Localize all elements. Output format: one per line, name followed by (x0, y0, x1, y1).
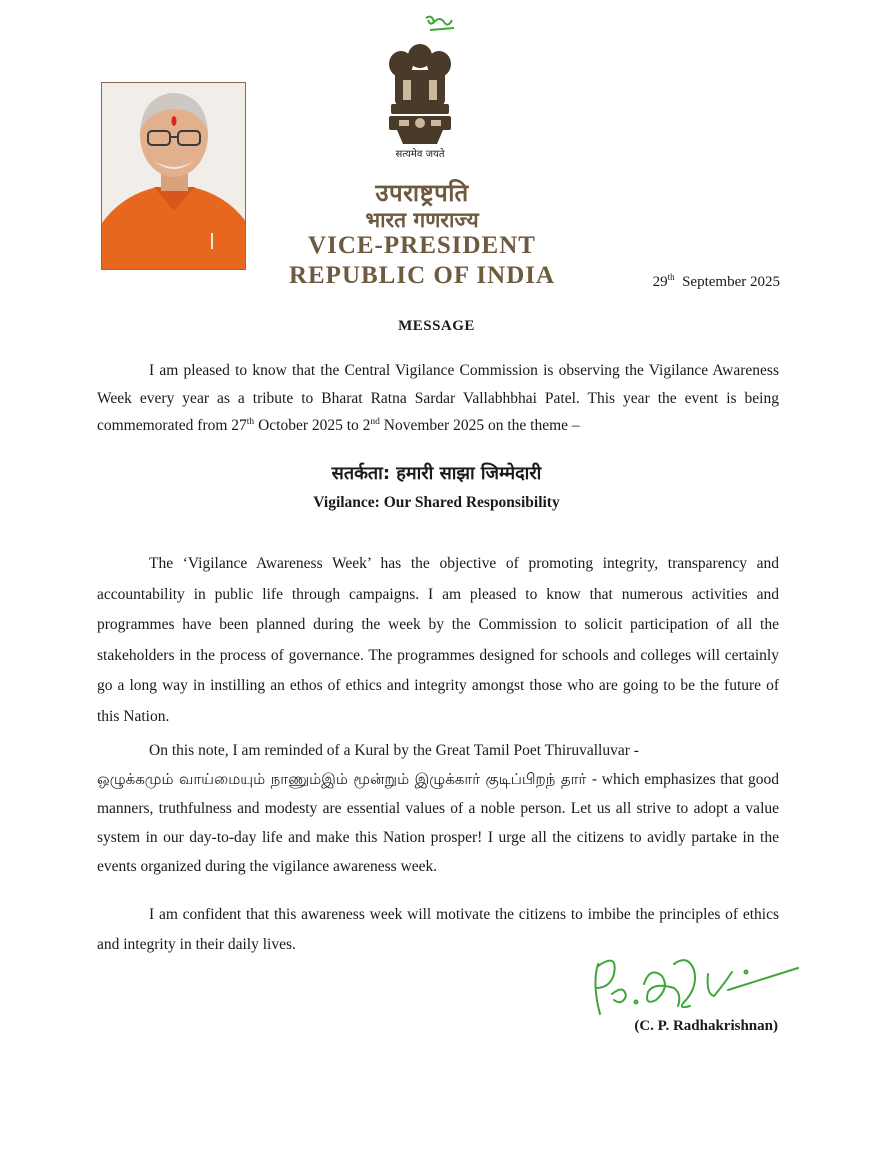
country-name-english: REPUBLIC OF INDIA (288, 262, 556, 289)
letter-date: 29th September 2025 (652, 272, 780, 290)
tamil-kural: ஒழுக்கமும் வாய்மையும் நாணும்இம் மூன்றும் இழுக்கார் குடிப்பிறந் தார் - (97, 770, 598, 788)
vice-president-photo (101, 82, 246, 270)
country-name-hindi: भारत गणराज्य (365, 208, 479, 232)
office-title-english: VICE-PRESIDENT (308, 232, 536, 259)
paragraph-kural: On this note, I am reminded of a Kural by the Great Tamil Poet Thiruvalluvar - ஒழுக்கமும் வாய்மையும் நாணும்இம் மூன்றும் இழுக்கார் குடிப்பிறந் தார் - which emphasizes that good manners, truthfulness and modesty are essential values of a noble person. Let us all strive to adopt a value system in our day-to-day life and make this Nation prosper! I urge all the citizens to avidly partake in the events organized during the vigilance awareness week. (97, 742, 780, 875)
paragraph-intro: I am pleased to know that the Central Vigilance Commission is observing the Vigilance Awareness Week every year as a tribute to Bharat Ratna Sardar Vallabhbhai Patel. This year the event is being commemorated from 27th October 2025 to 2nd November 2025 on the theme – (97, 362, 779, 434)
lion-capital-emblem-icon (381, 40, 459, 146)
message-title: MESSAGE (398, 318, 475, 334)
green-mark-icon (422, 12, 460, 38)
paragraph-objective: The ‘Vigilance Awareness Week’ has the objective of promoting integrity, transparency and accountability in public life through campaigns. I am pleased to know that numerous activities and programmes have been planned during the week by the Commission to solicit participation of all the stakeholders in the process of governance. The programmes designed for schools and colleges will certainly go a long way in instilling an ethos of ethics and integrity amongst those who are going to be the future of this Nation. (97, 555, 779, 725)
emblem-motto: सत्यमेव जयते (395, 149, 445, 160)
theme-english: Vigilance: Our Shared Responsibility (313, 494, 560, 511)
paragraph-closing: I am confident that this awareness week will motivate the citizens to imbibe the principles of ethics and integrity in their daily lives. (97, 906, 779, 953)
office-title-hindi: उपराष्ट्रपति (375, 179, 469, 207)
signatory-name: (C. P. Radhakrishnan) (634, 1018, 778, 1034)
handwritten-signature (578, 944, 813, 1024)
theme-hindi: सतर्कता: हमारी साझा जिम्मेदारी (331, 463, 542, 484)
